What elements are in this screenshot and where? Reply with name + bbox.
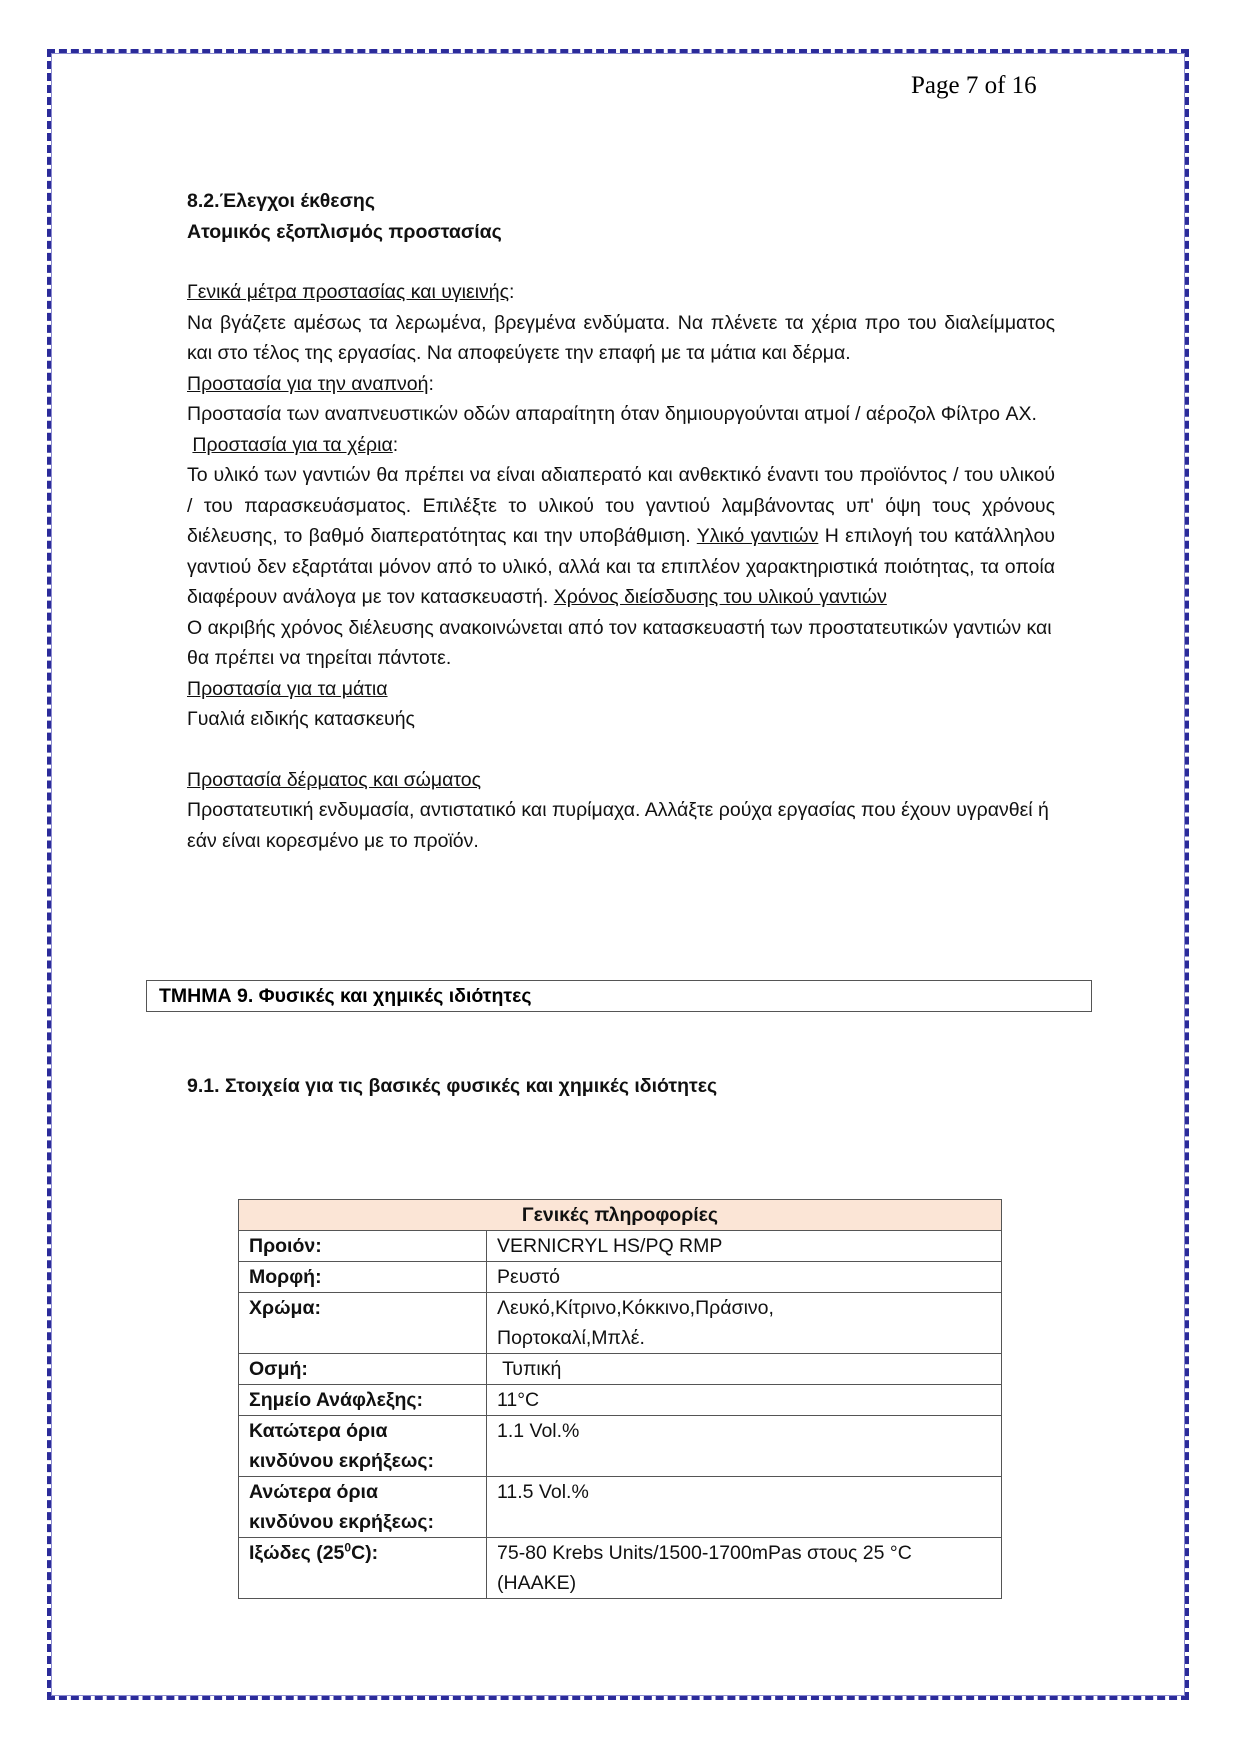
- row-label: Οσμή:: [239, 1354, 487, 1385]
- row-label: Ανώτερα όρια κινδύνου εκρήξεως:: [239, 1477, 487, 1538]
- hands-text: Το υλικό των γαντιών θα πρέπει να είναι αδιαπερατό και ανθεκτικό έναντι του προϊόντος / του υλικού / του παρασκευάσματος. Επιλέξτε το υλικού του γαντιού λαμβάνοντας υπ' όψη τους χρόνους διέλευσης, το βαθμό διαπερατότητας και την υποβάθμιση. Υλικό γαντιών Η επιλογή του κατάλληλου γαντιού δεν εξαρτάται μόνον από το υλικό, αλλά και τα επιπλέον χαρακτηριστικά ποιότητας, τα οποία διαφέρουν ανάλογα με τον κατασκευαστή. Χρόνος διείσδυσης του υλικού γαντιών: [187, 464, 1055, 608]
- glove-material-label: Υλικό γαντιών: [696, 525, 819, 547]
- row-value: Ρευστό: [487, 1262, 1002, 1293]
- row-value: Τυπική: [487, 1354, 1002, 1385]
- row-value: 75-80 Krebs Units/1500-1700mPas στους 25 °C (HAAKE): [487, 1538, 1002, 1599]
- respiratory-text: Προστασία των αναπνευστικών οδών απαραίτητη όταν δημιουργούνται ατμοί / αέροζολ Φίλτρο AX.: [187, 403, 1037, 425]
- row-label: Ιξώδες $(25^0C)$:: [239, 1538, 487, 1599]
- row-value: 11°C: [487, 1385, 1002, 1416]
- table-row: [239, 1293, 1002, 1354]
- eyes-text: Γυαλιά ειδικής κατασκευής: [187, 708, 415, 730]
- page-number: Page 7 of 16: [911, 72, 1037, 99]
- table-row: [239, 1231, 1002, 1262]
- row-value: 1.1 Vol.%: [487, 1416, 1002, 1477]
- table-row: [239, 1262, 1002, 1293]
- section-9-header: ΤΜΗΜΑ 9. Φυσικές και χημικές ιδιότητες: [146, 980, 1092, 1012]
- hands-text-2: Ο ακριβής χρόνος διέλευσης ανακοινώνεται από τον κατασκευαστή των προστατευτικών γαντιών και θα πρέπει να τηρείται πάντοτε.: [187, 616, 1052, 669]
- general-measures-text: Να βγάζετε αμέσως τα λερωμένα, βρεγμένα ενδύματα. Να πλένετε τα χέρια προ του διαλείμματος και στο τέλος της εργασίας. Να αποφεύγετε την επαφή με τα μάτια και δέρμα.: [187, 311, 1055, 364]
- row-label: Μορφή:: [239, 1262, 487, 1293]
- respiratory-heading: Προστασία για την αναπνοή:: [187, 372, 434, 395]
- table-header: Γενικές πληροφορίες: [239, 1200, 1002, 1231]
- general-measures-heading: Γενικά μέτρα προστασίας και υγιεινής:: [187, 281, 515, 303]
- section-9-1-heading: 9.1. Στοιχεία για τις βασικές φυσικές και χημικές ιδιότητες: [187, 1075, 718, 1097]
- row-label: Χρώμα:: [239, 1293, 487, 1354]
- section-title: 8.2.Έλεγχοι έκθεσης: [187, 190, 375, 212]
- table-row: [239, 1354, 1002, 1385]
- section-subtitle: Ατομικός εξοπλισμός προστασίας: [187, 220, 502, 243]
- row-value: VERNICRYL HS/PQ RMP: [487, 1231, 1002, 1262]
- table-row: [239, 1416, 1002, 1477]
- row-label: Προιόν:: [239, 1231, 487, 1262]
- hands-heading: Προστασία για τα χέρια:: [192, 433, 399, 456]
- section-8-2: [187, 186, 1055, 856]
- general-info-table: [238, 1199, 1002, 1599]
- penetration-time-label: Χρόνος διείσδυσης του υλικού γαντιών: [553, 586, 887, 608]
- row-label: Κατώτερα όρια κινδύνου εκρήξεως:: [239, 1416, 487, 1477]
- skin-heading: Προστασία δέρματος και σώματος: [187, 768, 482, 791]
- eyes-heading: Προστασία για τα μάτια: [187, 677, 388, 700]
- skin-text: Προστατευτική ενδυμασία, αντιστατικό και πυρίμαχα. Αλλάξτε ρούχα εργασίας που έχουν υγρανθεί ή εάν είναι κορεσμένο με το προϊόν.: [187, 799, 1049, 852]
- table-header-row: [239, 1200, 1002, 1231]
- row-value: Λευκό,Κίτρινο,Κόκκινο,Πράσινο, Πορτοκαλί,Μπλέ.: [487, 1293, 1002, 1354]
- table-row: [239, 1538, 1002, 1599]
- row-value: 11.5 Vol.%: [487, 1477, 1002, 1538]
- row-label: Σημείο Ανάφλεξης:: [239, 1385, 487, 1416]
- table-row: [239, 1477, 1002, 1538]
- table-row: [239, 1385, 1002, 1416]
